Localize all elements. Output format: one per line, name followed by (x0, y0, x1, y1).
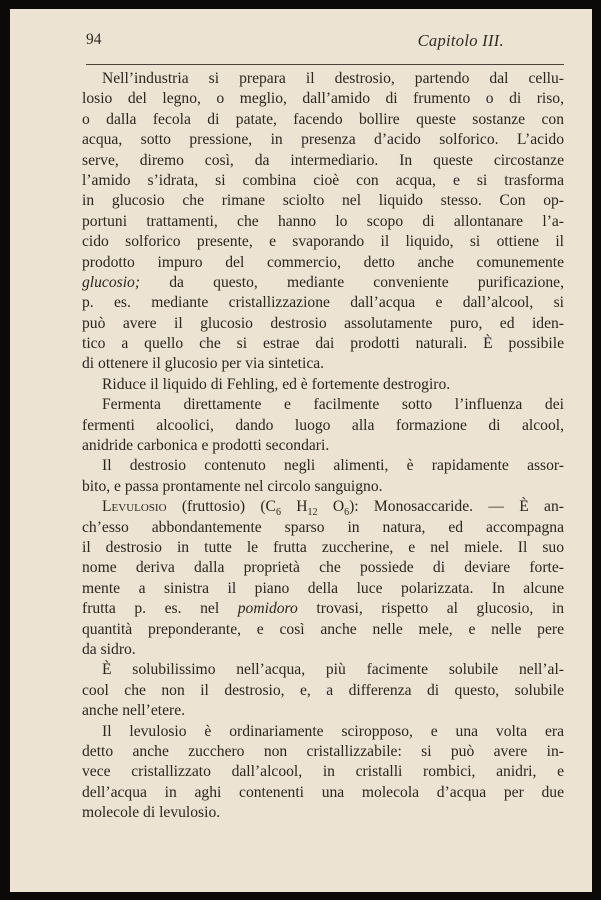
text-line: Riduce il liquido di Fehling, ed è fortemente destrogiro. (102, 375, 451, 393)
text-line: tico a quello che si estrae dai prodotti naturali. È possibile (82, 335, 564, 353)
text-line: ch’esso abbondantemente sparso in natura, ed accompagna (82, 518, 564, 536)
text-line: da sidro. (82, 640, 136, 658)
text-line: di ottenere il glucosio per via sintetica. (82, 355, 325, 373)
text-line: fermenti alcoolici, dando luogo alla formazione di alcool, (82, 416, 564, 434)
chapter-title: Capitolo III. (417, 31, 504, 50)
text-line: o dalla fecola di patate, facendo bollire queste sostanze con (82, 110, 564, 128)
text-line: detto anche zucchero non cristallizzabile: si può avere in- (82, 742, 564, 760)
text-line: bito, e passa prontamente nel circolo sanguigno. (82, 477, 383, 495)
page-number: 94 (86, 31, 102, 48)
text-line: anidride carbonica e prodotti secondari. (82, 437, 330, 455)
text-line: glucosio; da questo, mediante conveniente purificazione, (82, 273, 564, 291)
text-line: Il destrosio contenuto negli alimenti, è rapidamente assor- (102, 457, 564, 475)
text-line: il destrosio in tutte le frutta zuccherine, e nel miele. Il suo (82, 538, 564, 556)
text-line: acqua, sotto pressione, in presenza d’acido solforico. L’acido (82, 131, 564, 149)
text-line: p. es. mediante cristallizzazione dall’acqua e dall’alcool, si (82, 294, 564, 312)
text-line: portuni trattamenti, che hanno lo scopo di allontanare l’a- (82, 212, 564, 230)
text-line: quantità preponderante, e così anche nelle mele, e nelle pere (82, 620, 564, 638)
text-line: Il levulosio è ordinariamente sciropposo, e una volta era (102, 722, 564, 740)
text-line: prodotto impuro del commercio, detto anche comunemente (82, 253, 564, 271)
text-line: l’amido s’idrata, si combina cioè con acqua, e si trasforma (82, 171, 564, 189)
text-line: cido solforico presente, e svaporando il liquido, si ottiene il (82, 233, 564, 251)
text-line: può avere il glucosio destrosio assolutamente puro, ed iden- (82, 314, 564, 332)
header-rule (86, 64, 564, 65)
text-line: vece cristallizzato dall’alcool, in cristalli rombici, anidri, e (82, 763, 564, 781)
book-page (10, 9, 592, 892)
text-line: losio del legno, o meglio, dall’amido di frumento o di riso, (82, 90, 564, 108)
text-line: serve, diremo così, da intermediario. In queste circostanze (82, 151, 564, 169)
text-line: molecole di levulosio. (82, 804, 221, 822)
text-line: Fermenta direttamente e facilmente sotto l’influenza dei (102, 396, 564, 414)
body-text (82, 69, 564, 823)
text-line: mente a sinistra il piano della luce polarizzata. In alcune (82, 579, 564, 597)
text-line: anche nell’etere. (82, 702, 186, 720)
text-line: Nell’industria si prepara il destrosio, partendo dal cellu- (102, 70, 564, 87)
page-header (86, 31, 564, 55)
text-line: frutta p. es. nel pomidoro trovasi, rispetto al glucosio, in (82, 600, 564, 618)
text-line: nome deriva dalla proprietà che possiede di deviare forte- (82, 559, 564, 577)
text-line: dell’acqua in aghi contenenti una molecola d’acqua per due (82, 783, 564, 801)
text-line: in glucosio che rimane sciolto nel liquido stesso. Con op- (82, 192, 564, 210)
text-line: Levulosio (fruttosio) ($C_6$ $H_{12}$ $O_6$): Monosaccaride. — È an- (102, 498, 564, 519)
text-line: cool che non il destrosio, e, a differenza di questo, solubile (82, 681, 564, 699)
text-line: È solubilissimo nell’acqua, più facimente solubile nell’al- (102, 661, 564, 679)
